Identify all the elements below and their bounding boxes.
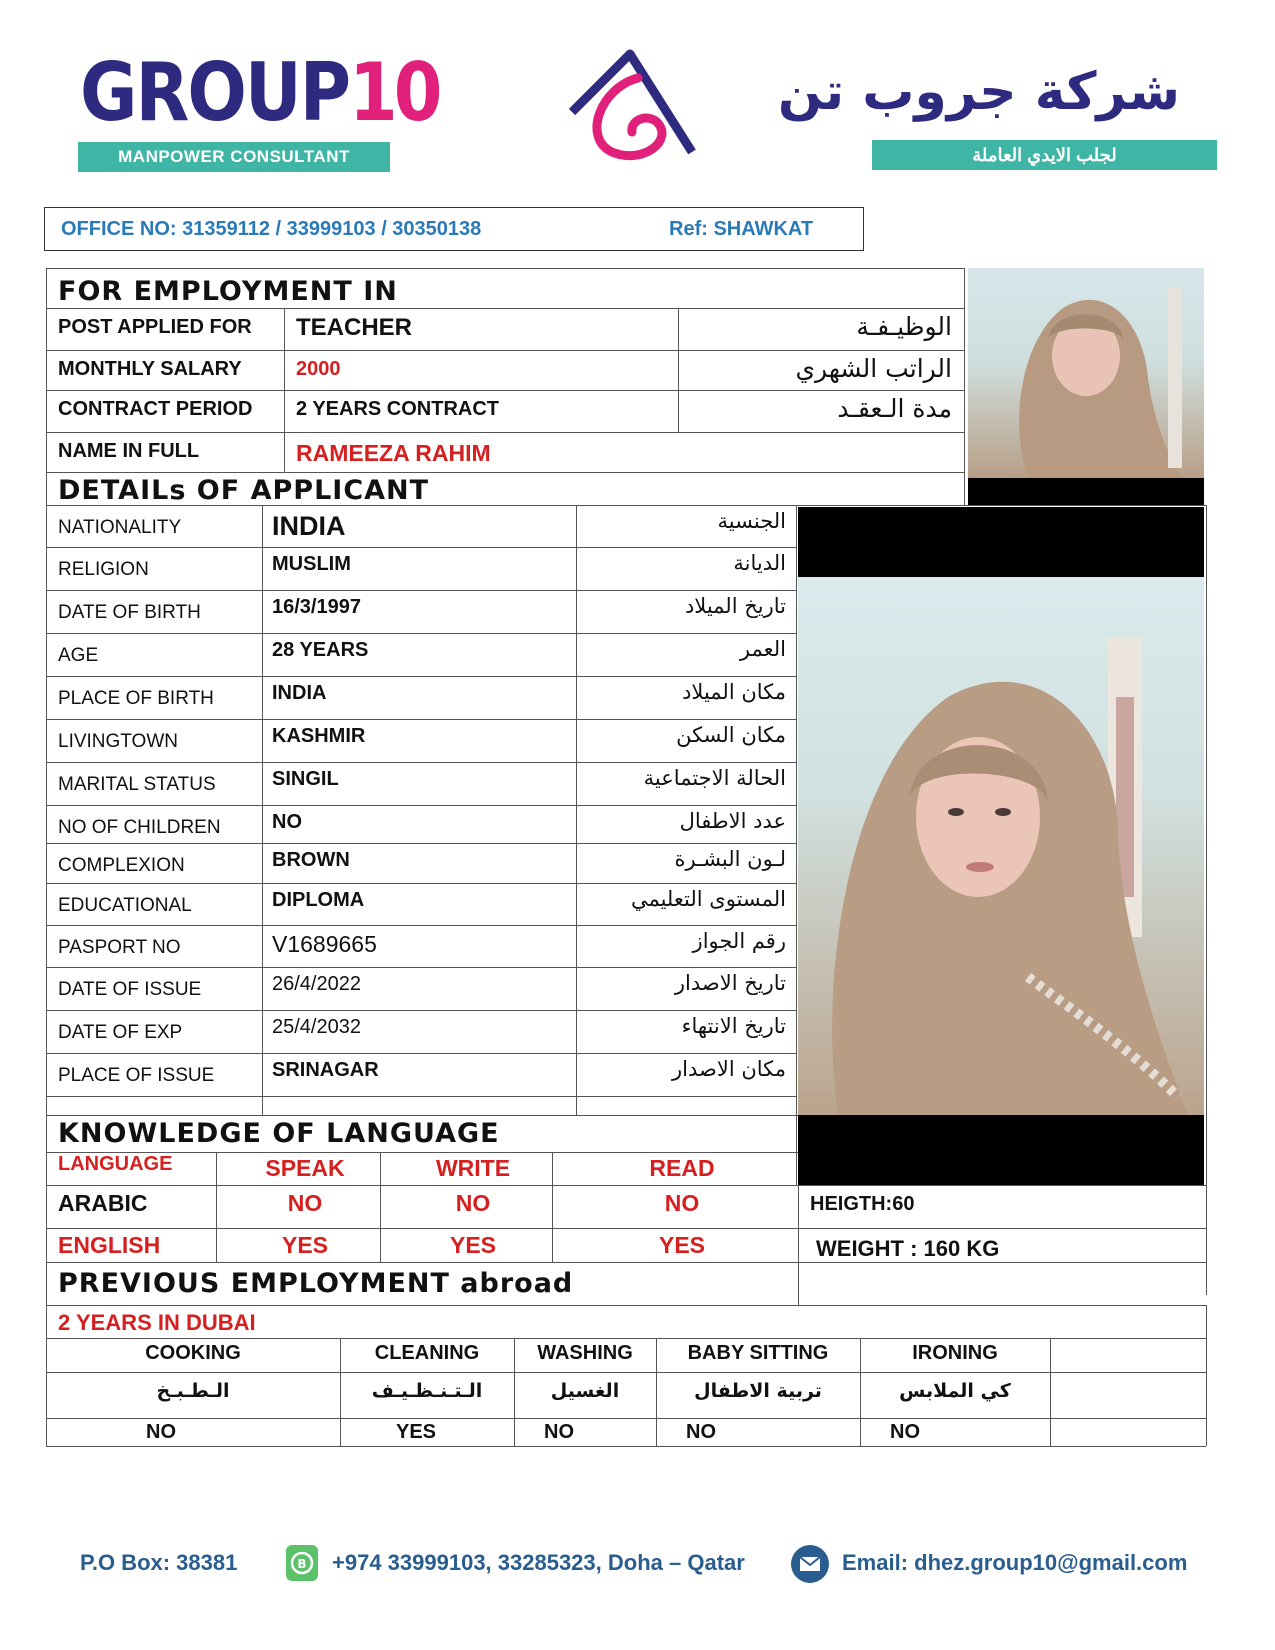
skill-value: NO [146,1421,176,1443]
applicant-value: SINGIL [272,768,339,790]
employment-label: MONTHLY SALARY [58,358,242,380]
applicant-label: DATE OF ISSUE [58,979,202,1000]
employment-label: NAME IN FULL [58,440,200,462]
skill-label: BABY SITTING [687,1342,829,1364]
office-numbers: OFFICE NO: 31359112 / 33999103 / 30350138 [61,218,482,240]
applicant-label: PLACE OF BIRTH [58,688,214,709]
applicant-label-arabic: العمر [739,637,786,661]
language-cell: NO [287,1190,323,1216]
applicant-label: AGE [58,645,99,666]
skill-label-arabic: كي الملابس [899,1380,1011,1402]
employment-label: CONTRACT PERIOD [58,398,253,420]
applicant-label: DATE OF EXP [58,1022,183,1043]
language-cell: NO [455,1190,491,1216]
applicant-value: SRINAGAR [272,1059,379,1081]
previous-employment-detail: 2 YEARS IN DUBAI [58,1310,256,1335]
applicant-label-arabic: الديانة [733,551,786,575]
footer-po-box: P.O Box: 38381 [80,1550,238,1575]
applicant-value: NO [272,811,302,833]
applicant-label: COMPLEXION [58,855,185,876]
applicant-value: 16/3/1997 [272,596,361,618]
employment-value: 2 YEARS CONTRACT [296,398,499,420]
applicant-value: INDIA [272,682,327,704]
language-header: READ [649,1155,715,1181]
office-info-box [44,207,864,251]
applicant-label: NO OF CHILDREN [58,817,221,838]
employment-value: TEACHER [296,314,413,341]
applicant-value: V1689665 [272,931,377,957]
brand-logo-text: GROUP10 [80,45,439,140]
section-title-previous-employment: PREVIOUS EMPLOYMENT abroad [58,1268,574,1299]
skill-value: NO [686,1421,716,1443]
brand-logo-arabic: شركة جروب تن [777,62,1180,122]
weight-value: WEIGHT : 160 KG [816,1236,1000,1261]
applicant-label: RELIGION [58,559,149,580]
applicant-photo-large [798,577,1204,1115]
language-header: LANGUAGE [58,1153,173,1175]
skill-label: CLEANING [374,1342,480,1364]
skill-value: YES [396,1421,437,1443]
language-cell: NO [664,1190,700,1216]
applicant-value: INDIA [272,511,346,541]
applicant-value: KASHMIR [272,725,366,747]
language-header: WRITE [435,1155,511,1181]
language-header: SPEAK [265,1155,345,1181]
brand-emblem-icon [560,48,710,168]
language-cell: YES [658,1232,706,1258]
language-cell: YES [449,1232,497,1258]
skill-label-arabic: الغسيل [550,1380,620,1402]
section-title-employment: FOR EMPLOYMENT IN [58,276,398,307]
employment-label: POST APPLIED FOR [58,316,252,338]
employment-label-arabic: الوظيـفـة [856,312,952,341]
applicant-label-arabic: عدد الاطفال [679,809,786,833]
applicant-label-arabic: مكان الميلاد [682,680,786,704]
applicant-value: DIPLOMA [272,889,365,911]
employment-value: RAMEEZA RAHIM [296,440,491,466]
skill-label: IRONING [912,1342,998,1364]
applicant-label: NATIONALITY [58,517,182,538]
section-title-applicant: DETAILs OF APPLICANT [58,475,430,506]
redaction-bar [798,507,1204,577]
applicant-label-arabic: المستوى التعليمي [630,887,786,911]
section-title-language: KNOWLEDGE OF LANGUAGE [58,1118,500,1149]
language-cell: YES [281,1232,329,1258]
skill-label-arabic: تربية الاطفال [694,1380,822,1402]
redaction-bar [798,1115,1204,1185]
language-cell: ENGLISH [58,1232,161,1258]
applicant-label-arabic: الحالة الاجتماعية [643,766,786,790]
language-cell: ARABIC [58,1190,148,1216]
whatsapp-icon [285,1544,319,1582]
reference: Ref: SHAWKAT [669,218,814,240]
applicant-label-arabic: رقم الجواز [692,929,786,953]
applicant-label-arabic: تاريخ الانتهاء [681,1014,786,1038]
applicant-value: 26/4/2022 [272,973,361,995]
applicant-label-arabic: لـون البشـرة [674,847,786,871]
brand-subtitle-arabic: لجلب الايدي العاملة [872,140,1217,170]
skill-label: COOKING [145,1342,241,1364]
svg-text:B: B [297,1557,307,1571]
employment-label-arabic: مدة الـعقـد [837,394,952,423]
skill-value: NO [890,1421,920,1443]
brand-subtitle: MANPOWER CONSULTANT [78,142,390,172]
employment-value: 2000 [296,358,341,380]
footer-phone: +974 33999103, 33285323, Doha – Qatar [332,1550,745,1575]
footer-email[interactable] [842,1550,1187,1576]
height-value: HEIGTH:60 [810,1193,915,1215]
email-link[interactable]: Email: dhez.group10@gmail.com [842,1550,1188,1575]
skill-label-arabic: الـتـنـظـيـف [371,1380,483,1402]
applicant-label-arabic: الجنسية [717,509,786,533]
applicant-label: DATE OF BIRTH [58,602,201,623]
applicant-label: EDUCATIONAL [58,895,192,916]
applicant-label-arabic: مكان الاصدار [672,1057,786,1081]
skill-label: WASHING [537,1342,633,1364]
applicant-value: BROWN [272,849,350,871]
applicant-label: LIVINGTOWN [58,731,178,752]
applicant-value: MUSLIM [272,553,351,575]
applicant-photo-small [968,268,1204,478]
applicant-value: 25/4/2032 [272,1016,361,1038]
applicant-label: PASPORT NO [58,937,181,958]
redaction-bar [968,478,1204,505]
email-icon [790,1544,830,1584]
applicant-label: PLACE OF ISSUE [58,1065,215,1086]
skill-label-arabic: الـطـبـخ [156,1380,230,1402]
applicant-label-arabic: مكان السكن [676,723,786,747]
applicant-label-arabic: تاريخ الميلاد [684,594,786,618]
skill-value: NO [544,1421,574,1443]
employment-label-arabic: الراتب الشهري [795,354,952,383]
applicant-label: MARITAL STATUS [58,774,216,795]
applicant-label-arabic: تاريخ الاصدار [674,971,786,995]
applicant-value: 28 YEARS [272,639,369,661]
